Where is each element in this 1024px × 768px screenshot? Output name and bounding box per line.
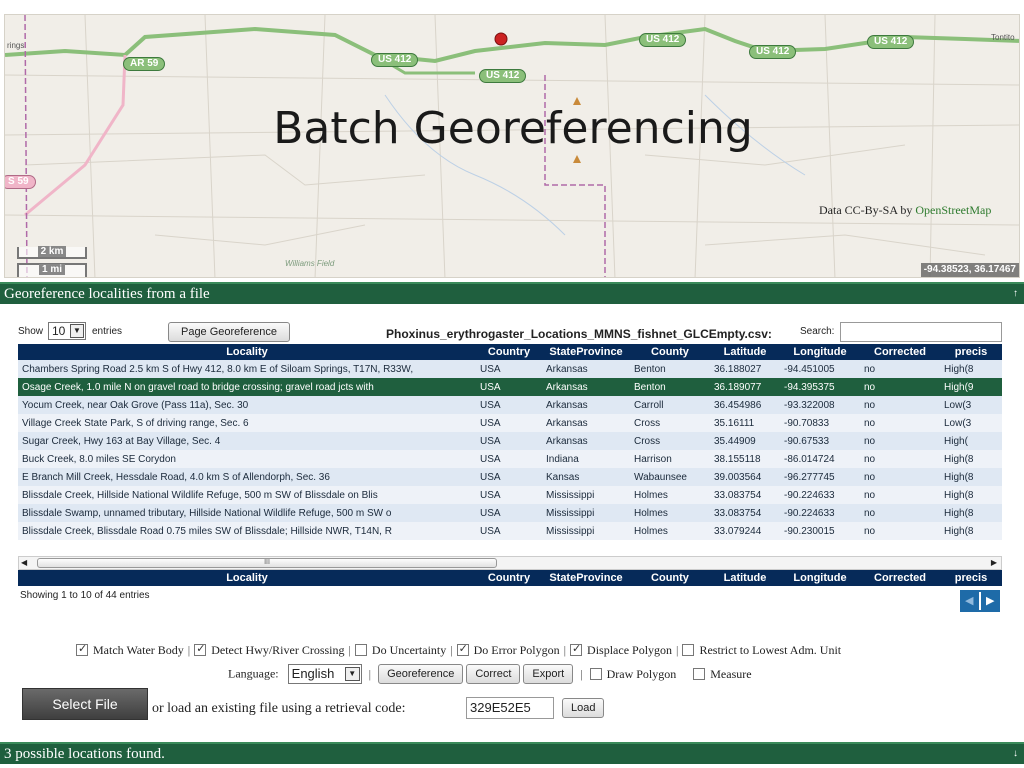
restrict-lowest-checkbox[interactable] (682, 644, 694, 656)
search-input[interactable] (840, 322, 1002, 342)
table-row[interactable] (18, 414, 1002, 432)
cell-county: Benton (630, 360, 710, 378)
cell-country: USA (476, 378, 542, 396)
cell-longitude: -96.277745 (780, 468, 860, 486)
cell-county: Carroll (630, 396, 710, 414)
match-water-body-label: Match Water Body (93, 643, 184, 657)
correct-button[interactable]: Correct (466, 664, 520, 684)
georeference-button[interactable]: Georeference (378, 664, 463, 684)
attribution-text: Data CC-By-SA by (819, 203, 916, 217)
retrieval-code-input[interactable]: 329E52E5 (466, 697, 554, 719)
scale-mi-label: 1 mi (39, 264, 65, 275)
cell-corrected: no (860, 414, 940, 432)
cell-stateprovince: Mississippi (542, 522, 630, 540)
detect-crossing-checkbox[interactable] (194, 644, 206, 656)
entries-per-page-value: 10 (52, 324, 66, 338)
table-info: Showing 1 to 10 of 44 entries (20, 590, 150, 601)
map-scale-mi (17, 263, 87, 277)
do-uncertainty-label: Do Uncertainty (371, 643, 447, 657)
cell-precision: High(8 (940, 522, 1002, 540)
horizontal-scrollbar[interactable] (18, 556, 1002, 570)
cell-locality: Yocum Creek, near Oak Grove (Pass 11a), Sec. 30 (18, 396, 476, 414)
column-header-stateprovince[interactable]: StateProvince (542, 344, 630, 360)
cell-precision: High(8 (940, 450, 1002, 468)
highway-shield-us412: US 412 (867, 35, 914, 49)
cell-county: Holmes (630, 504, 710, 522)
cell-country: USA (476, 486, 542, 504)
table-row[interactable] (18, 486, 1002, 504)
map-view[interactable] (4, 14, 1020, 278)
separator: | (348, 643, 351, 657)
detect-crossing-label: Detect Hwy/River Crossing (211, 643, 345, 657)
cell-country: USA (476, 522, 542, 540)
cell-locality: Village Creek State Park, S of driving range, Sec. 6 (18, 414, 476, 432)
cell-stateprovince: Arkansas (542, 432, 630, 450)
column-footer-county: County (630, 570, 710, 586)
select-file-button[interactable]: Select File (22, 688, 148, 720)
map-place-label: rings (7, 41, 25, 50)
cell-precision: Low(3 (940, 414, 1002, 432)
column-header-latitude[interactable]: Latitude (710, 344, 780, 360)
cell-corrected: no (860, 522, 940, 540)
search-label: Search: (800, 326, 835, 337)
language-value: English (291, 666, 335, 681)
cell-latitude: 33.083754 (710, 504, 780, 522)
entries-per-page-select[interactable] (48, 322, 86, 340)
table-controls (18, 322, 1002, 344)
cell-country: USA (476, 468, 542, 486)
column-footer-corrected: Corrected (860, 570, 940, 586)
table-row[interactable] (18, 360, 1002, 378)
column-header-county[interactable]: County (630, 344, 710, 360)
table-row[interactable] (18, 522, 1002, 540)
match-water-body-checkbox[interactable] (76, 644, 88, 656)
map-place-label: Williams Field (285, 259, 335, 268)
openstreetmap-link[interactable]: OpenStreetMap (915, 203, 992, 217)
cell-corrected: no (860, 378, 940, 396)
cell-stateprovince: Arkansas (542, 360, 630, 378)
do-error-polygon-label: Do Error Polygon (473, 643, 560, 657)
cell-county: Wabaunsee (630, 468, 710, 486)
pager-divider (979, 592, 981, 610)
table-row[interactable] (18, 504, 1002, 522)
displace-polygon-label: Displace Polygon (587, 643, 673, 657)
cell-country: USA (476, 414, 542, 432)
localities-table (18, 344, 1002, 540)
cell-stateprovince: Mississippi (542, 486, 630, 504)
cell-corrected: no (860, 468, 940, 486)
cell-locality: Blissdale Creek, Hillside National Wildlife Refuge, 500 m SW of Blissdale on Blis (18, 486, 476, 504)
option-do-uncertainty[interactable] (355, 643, 446, 658)
cell-country: USA (476, 432, 542, 450)
cell-precision: Low(3 (940, 396, 1002, 414)
highway-shield-us412: US 412 (371, 53, 418, 67)
separator: | (580, 666, 583, 681)
map-place-label: Tontito (991, 33, 1015, 42)
cell-longitude: -90.224633 (780, 486, 860, 504)
cell-locality: E Branch Mill Creek, Hessdale Road, 4.0 km S of Allendorph, Sec. 36 (18, 468, 476, 486)
option-displace-polygon[interactable] (570, 643, 672, 658)
georeference-options (76, 643, 976, 659)
cell-corrected: no (860, 432, 940, 450)
chevron-down-icon[interactable]: ▼ (345, 667, 360, 681)
displace-polygon-checkbox[interactable] (570, 644, 582, 656)
do-uncertainty-checkbox[interactable] (355, 644, 367, 656)
cell-stateprovince: Kansas (542, 468, 630, 486)
table-row[interactable] (18, 396, 1002, 414)
separator: | (187, 643, 191, 657)
cell-country: USA (476, 360, 542, 378)
map-overlay-title: Batch Georeferencing (273, 103, 753, 154)
previous-page-icon[interactable]: ◀ (965, 595, 974, 607)
highway-shield-s59: S 59 (4, 175, 36, 189)
cell-longitude: -93.322008 (780, 396, 860, 414)
scroll-right-icon[interactable]: ▶ (990, 558, 997, 567)
do-error-polygon-checkbox[interactable] (457, 644, 469, 656)
cell-stateprovince: Mississippi (542, 504, 630, 522)
column-header-country[interactable]: Country (476, 344, 542, 360)
cell-county: Holmes (630, 522, 710, 540)
table-row[interactable] (18, 450, 1002, 468)
action-row (228, 664, 752, 686)
column-header-corrected[interactable]: Corrected (860, 344, 940, 360)
cell-county: Cross (630, 432, 710, 450)
cell-precision: High( (940, 432, 1002, 450)
chevron-down-icon[interactable]: ▼ (70, 324, 84, 338)
cell-precision: High(8 (940, 486, 1002, 504)
column-footer-locality: Locality (18, 570, 476, 586)
cell-latitude: 36.189077 (710, 378, 780, 396)
cell-latitude: 38.155118 (710, 450, 780, 468)
column-footer-precision: precis (940, 570, 1002, 586)
file-name: Phoxinus_erythrogaster_Locations_MMNS_fishnet_GLCEmpty.csv: (386, 327, 772, 341)
cell-country: USA (476, 504, 542, 522)
cell-county: Benton (630, 378, 710, 396)
map-attribution (819, 203, 991, 218)
cell-corrected: no (860, 504, 940, 522)
separator: | (563, 643, 567, 657)
cell-longitude: -90.230015 (780, 522, 860, 540)
map-coordinates: -94.38523, 36.17467 (921, 263, 1019, 277)
cell-precision: High(8 (940, 504, 1002, 522)
cell-locality: Blissdale Swamp, unnamed tributary, Hillside National Wildlife Refuge, 500 m SW o (18, 504, 476, 522)
status-text: 3 possible locations found. (4, 746, 165, 762)
table-row[interactable] (18, 432, 1002, 450)
column-header-longitude[interactable]: Longitude (780, 344, 860, 360)
column-footer-stateprovince: StateProvince (542, 570, 630, 586)
cell-precision: High(8 (940, 360, 1002, 378)
entries-label: entries (92, 326, 123, 337)
show-label: Show (18, 326, 44, 337)
draw-polygon-label: Draw Polygon (606, 666, 677, 681)
cell-locality: Osage Creek, 1.0 mile N on gravel road to bridge crossing; gravel road jcts with (18, 378, 476, 396)
draw-polygon-checkbox[interactable] (590, 668, 602, 680)
cell-longitude: -90.224633 (780, 504, 860, 522)
next-page-icon[interactable]: ▶ (986, 595, 995, 607)
pagination (960, 590, 1000, 612)
cell-latitude: 39.003564 (710, 468, 780, 486)
cell-stateprovince: Arkansas (542, 396, 630, 414)
cell-locality: Sugar Creek, Hwy 163 at Bay Village, Sec. 4 (18, 432, 476, 450)
separator: | (676, 643, 679, 657)
option-detect-crossing[interactable] (194, 643, 344, 658)
cell-stateprovince: Indiana (542, 450, 630, 468)
column-footer-country: Country (476, 570, 542, 586)
cell-longitude: -90.70833 (780, 414, 860, 432)
localities-table-footer (18, 570, 1002, 586)
cell-latitude: 35.16111 (710, 414, 780, 432)
highway-shield-us412: US 412 (639, 33, 686, 47)
column-header-precision[interactable]: precis (940, 344, 1002, 360)
option-match-water-body[interactable] (76, 643, 184, 658)
table-header-row (18, 344, 1002, 360)
cell-longitude: -90.67533 (780, 432, 860, 450)
cell-longitude: -94.395375 (780, 378, 860, 396)
table-footer-row (18, 570, 1002, 586)
load-button[interactable]: Load (562, 698, 604, 718)
restrict-lowest-label: Restrict to Lowest Adm. Unit (699, 643, 842, 657)
column-footer-latitude: Latitude (710, 570, 780, 586)
language-select[interactable] (288, 664, 362, 684)
cell-latitude: 33.079244 (710, 522, 780, 540)
cell-stateprovince: Arkansas (542, 378, 630, 396)
option-restrict-lowest[interactable] (682, 643, 841, 658)
separator: | (368, 666, 372, 681)
option-measure[interactable] (693, 667, 751, 682)
cell-precision: High(9 (940, 378, 1002, 396)
column-footer-longitude: Longitude (780, 570, 860, 586)
cell-country: USA (476, 396, 542, 414)
cell-latitude: 35.44909 (710, 432, 780, 450)
cell-corrected: no (860, 450, 940, 468)
cell-longitude: -94.451005 (780, 360, 860, 378)
cell-latitude: 36.454986 (710, 396, 780, 414)
cell-corrected: no (860, 396, 940, 414)
cell-locality: Chambers Spring Road 2.5 km S of Hwy 412, 8.0 km E of Siloam Springs, T17N, R33W, (18, 360, 476, 378)
separator: | (450, 643, 453, 657)
panel-title: Georeference localities from a file (4, 286, 210, 302)
scroll-left-icon[interactable]: ◀ (21, 558, 28, 567)
cell-county: Cross (630, 414, 710, 432)
cell-stateprovince: Arkansas (542, 414, 630, 432)
export-button[interactable]: Export (523, 664, 573, 684)
cell-corrected: no (860, 360, 940, 378)
page-georeference-button[interactable]: Page Georeference (168, 322, 290, 342)
cell-longitude: -86.014724 (780, 450, 860, 468)
down-arrow-icon[interactable]: ↓ (1013, 748, 1018, 759)
column-header-locality[interactable]: Locality (18, 344, 476, 360)
cell-latitude: 36.188027 (710, 360, 780, 378)
language-label: Language: (228, 666, 279, 681)
option-draw-polygon[interactable] (590, 667, 677, 682)
cell-corrected: no (860, 486, 940, 504)
table-row[interactable] (18, 378, 1002, 396)
up-arrow-icon[interactable]: ↑ (1013, 288, 1018, 299)
panel-header-georeference[interactable] (0, 282, 1024, 304)
highway-shield-us412: US 412 (479, 69, 526, 83)
option-do-error-polygon[interactable] (457, 643, 560, 658)
highway-shield-us412: US 412 (749, 45, 796, 59)
scrollbar-thumb[interactable]: III (37, 558, 497, 568)
cell-county: Holmes (630, 486, 710, 504)
cell-county: Harrison (630, 450, 710, 468)
measure-label: Measure (710, 666, 752, 681)
panel-header-results[interactable] (0, 742, 1024, 764)
cell-locality: Blissdale Creek, Blissdale Road 0.75 miles SW of Blissdale; Hillside NWR, T14N, R (18, 522, 476, 540)
scale-km-label: 2 km (38, 246, 67, 257)
cell-country: USA (476, 450, 542, 468)
load-prompt: or load an existing file using a retrieval code: (152, 701, 406, 716)
cell-latitude: 33.083754 (710, 486, 780, 504)
cell-locality: Buck Creek, 8.0 miles SE Corydon (18, 450, 476, 468)
map-scale-km (17, 247, 87, 259)
highway-shield-ar59: AR 59 (123, 57, 165, 71)
cell-precision: High(8 (940, 468, 1002, 486)
table-row[interactable] (18, 468, 1002, 486)
measure-checkbox[interactable] (693, 668, 705, 680)
